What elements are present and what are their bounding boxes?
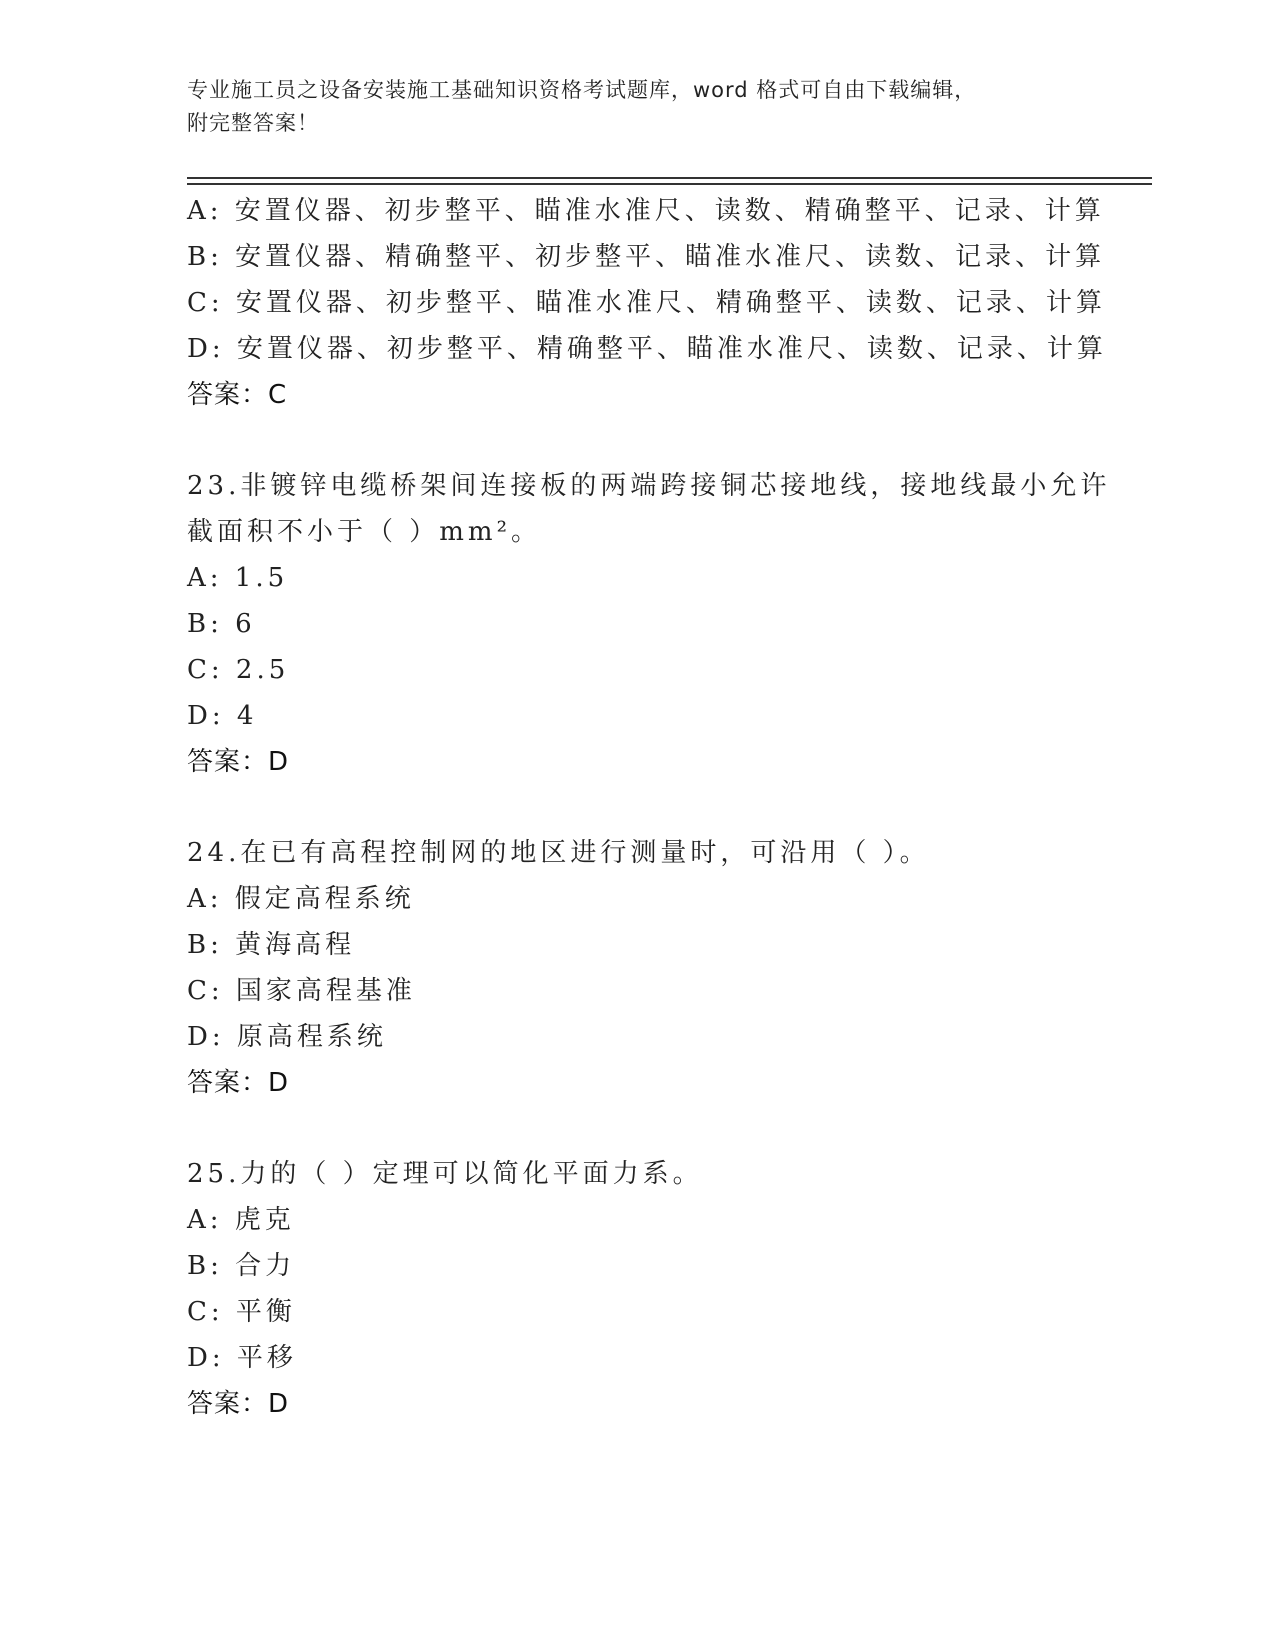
header-rule-bottom — [187, 183, 1152, 185]
option-a: A: 虎克 — [187, 1205, 295, 1235]
option-d: D: 原高程系统 — [187, 1022, 387, 1052]
spacer — [187, 1106, 1147, 1151]
option-d: D: 安置仪器、初步整平、精确整平、瞄准水准尺、读数、记录、计算 — [187, 334, 1107, 364]
option-b: B: 黄海高程 — [187, 930, 356, 960]
question-block-25 — [187, 1151, 1147, 1427]
option-b: B: 6 — [187, 609, 256, 639]
answer-line: 答案：D — [187, 1389, 290, 1419]
answer-line: 答案：C — [187, 380, 288, 410]
header-line-1: 专业施工员之设备安装施工基础知识资格考试题库，word 格式可自由下载编辑， — [187, 78, 977, 102]
option-b: B: 合力 — [187, 1251, 296, 1281]
header-line-2: 附完整答案！ — [187, 111, 319, 135]
option-c: C: 2.5 — [187, 655, 290, 685]
question-block-22 — [187, 188, 1147, 418]
option-b: B: 安置仪器、精确整平、初步整平、瞄准水准尺、读数、记录、计算 — [187, 242, 1106, 272]
question-text: 24.在已有高程控制网的地区进行测量时，可沿用（ ）。 — [187, 838, 930, 868]
option-d: D: 平移 — [187, 1343, 297, 1373]
question-text: 23.非镀锌电缆桥架间连接板的两端跨接铜芯接地线，接地线最小允许 — [187, 471, 1111, 501]
spacer — [187, 418, 1147, 463]
question-block-24 — [187, 830, 1147, 1106]
question-block-23 — [187, 463, 1147, 785]
document-body — [187, 188, 1147, 1427]
option-d: D: 4 — [187, 701, 258, 731]
option-c: C: 平衡 — [187, 1297, 296, 1327]
question-text-continued: 截面积不小于（ ）mm²。 — [187, 517, 541, 547]
document-header — [187, 74, 1067, 140]
option-a: A: 假定高程系统 — [187, 884, 415, 914]
answer-line: 答案：D — [187, 747, 290, 777]
option-c: C: 国家高程基准 — [187, 976, 416, 1006]
option-a: A: 1.5 — [187, 563, 289, 593]
spacer — [187, 785, 1147, 830]
header-rule-top — [187, 177, 1152, 179]
question-text: 25.力的（ ）定理可以简化平面力系。 — [187, 1159, 703, 1189]
option-a: A: 安置仪器、初步整平、瞄准水准尺、读数、精确整平、记录、计算 — [187, 196, 1105, 226]
option-c: C: 安置仪器、初步整平、瞄准水准尺、精确整平、读数、记录、计算 — [187, 288, 1106, 318]
answer-line: 答案：D — [187, 1068, 290, 1098]
